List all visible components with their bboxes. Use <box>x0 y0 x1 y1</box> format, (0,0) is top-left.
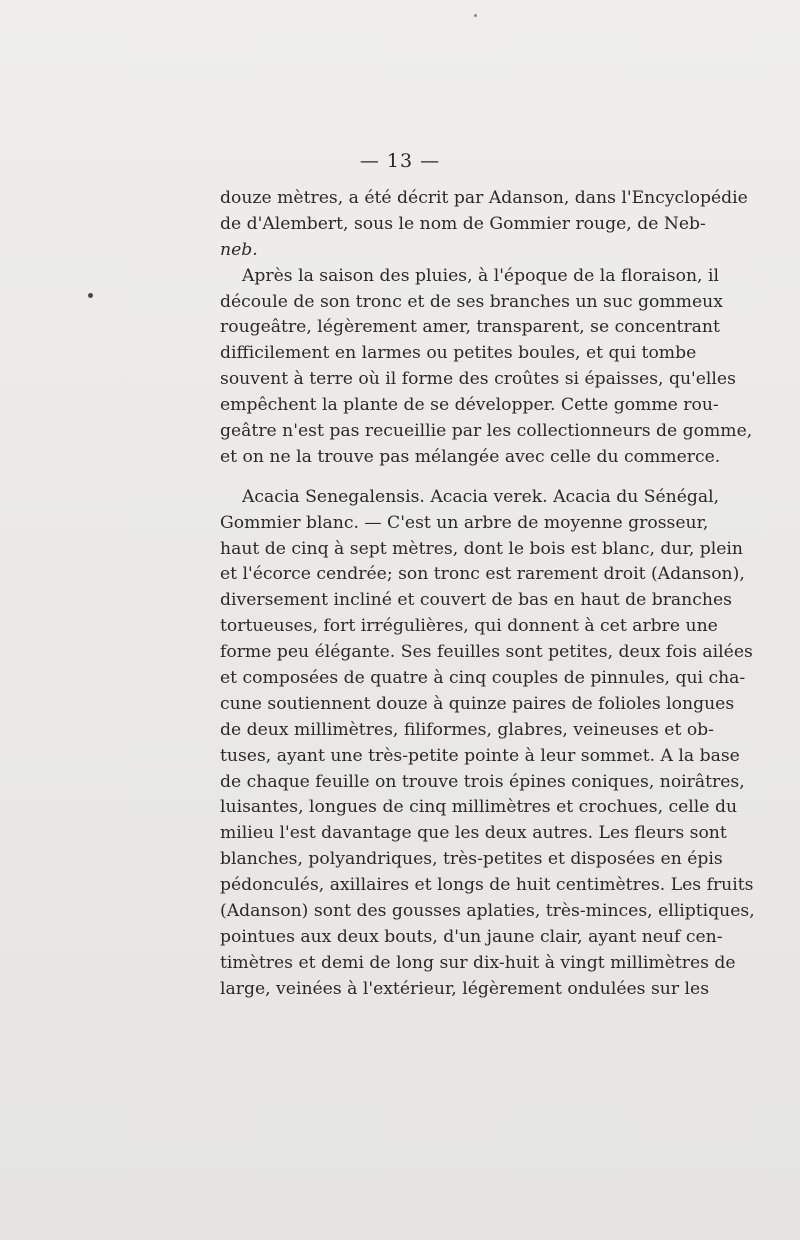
paper-speck <box>474 14 477 17</box>
text-line: et on ne la trouve pas mélangée avec celle du commerce. <box>220 446 721 467</box>
paragraph-gap <box>220 471 692 485</box>
text-line: milieu l'est davantage que les deux autres. Les fleurs sont <box>220 823 727 844</box>
text-line: tortueuses, fort irrégulières, qui donnent à cet arbre une <box>220 616 718 637</box>
text-line: Acacia Senegalensis. Acacia verek. Acacia du Sénégal, <box>242 486 720 507</box>
text-line: souvent à terre où il forme des croûtes si épaisses, qu'elles <box>220 369 736 390</box>
text-line: Gommier blanc. — C'est un arbre de moyenne grosseur, <box>220 512 709 533</box>
text-line: rougeâtre, légèrement amer, transparent, se concentrant <box>220 317 720 338</box>
text-line: pointues aux deux bouts, d'un jaune clair, ayant neuf cen- <box>220 926 723 947</box>
text-line: cune soutiennent douze à quinze paires de folioles longues <box>220 693 735 714</box>
text-line: et composées de quatre à cinq couples de pinnules, qui cha- <box>220 668 746 689</box>
body-text <box>220 186 755 1003</box>
text-line: large, veinées à l'extérieur, légèrement ondulées sur les <box>220 978 710 999</box>
text-line: empêchent la plante de se développer. Cette gomme rou- <box>220 395 719 416</box>
text-line: luisantes, longues de cinq millimètres et crochues, celle du <box>220 797 738 818</box>
text-line: blanches, polyandriques, très-petites et disposées en épis <box>220 849 723 870</box>
text-line: tuses, ayant une très-petite pointe à leur sommet. A la base <box>220 745 740 766</box>
text-line: difficilement en larmes ou petites boules, et qui tombe <box>220 343 697 364</box>
text-line: découle de son tronc et de ses branches un suc gommeux <box>220 291 723 312</box>
margin-dot <box>88 293 93 298</box>
page-number: — 13 — <box>359 150 441 172</box>
text-line: (Adanson) sont des gousses aplaties, très-minces, elliptiques, <box>220 901 755 922</box>
text-line: haut de cinq à sept mètres, dont le bois est blanc, dur, plein <box>220 538 743 559</box>
text-line: de deux millimètres, filiformes, glabres, veineuses et ob- <box>220 719 714 740</box>
text-line: timètres et demi de long sur dix-huit à vingt millimètres de <box>220 952 736 973</box>
text-line: et l'écorce cendrée; son tronc est rarement droit (Adanson), <box>220 564 745 585</box>
text-line: de chaque feuille on trouve trois épines coniques, noirâtres, <box>220 771 745 792</box>
text-line: neb. <box>220 239 258 260</box>
text-line: geâtre n'est pas recueillie par les collectionneurs de gomme, <box>220 421 753 442</box>
text-line: Après la saison des pluies, à l'époque de la floraison, il <box>242 265 719 286</box>
text-line: de d'Alembert, sous le nom de Gommier rouge, de Neb- <box>220 213 706 234</box>
text-line: pédonculés, axillaires et longs de huit centimètres. Les fruits <box>220 875 754 896</box>
text-line: forme peu élégante. Ses feuilles sont petites, deux fois ailées <box>220 642 753 663</box>
text-line: diversement incliné et couvert de bas en haut de branches <box>220 590 732 611</box>
text-line: douze mètres, a été décrit par Adanson, dans l'Encyclopédie <box>220 188 748 208</box>
